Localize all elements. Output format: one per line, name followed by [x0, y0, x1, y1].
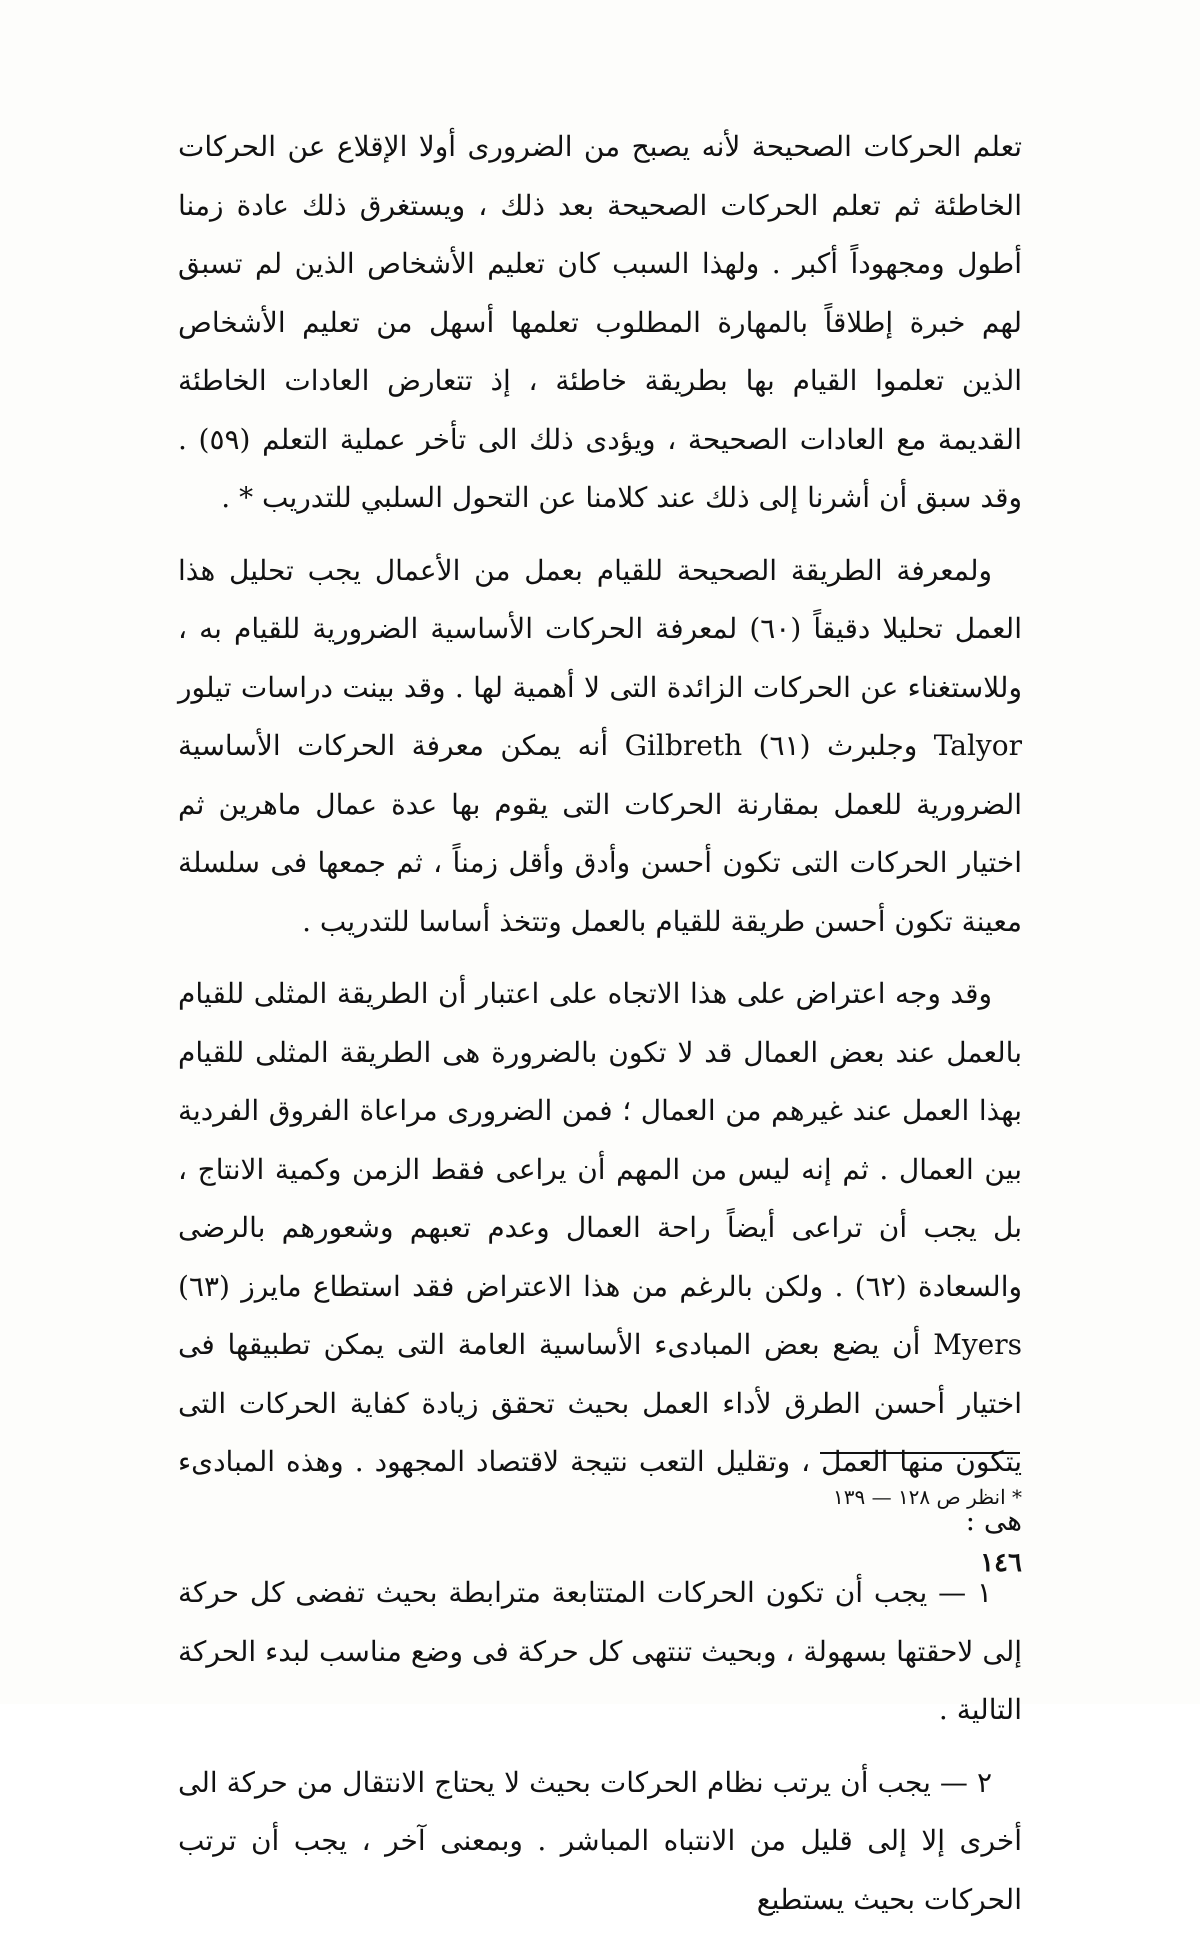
footnote: * انظر ص ١٢٨ — ١٣٩ [832, 1485, 1022, 1509]
paragraph-3: وقد وجه اعتراض على هذا الاتجاه على اعتبار أن الطريقة المثلى للقيام بالعمل عند بعض العمال قد لا تكون بالضرورة هى الطريقة المثلى للقيام بهذا العمل عند غيرهم من العمال ؛ فمن الضرورى مراعاة الفروق الفردية بين العمال . ثم إنه ليس من المهم أن يراعى فقط الزمن وكمية الانتاج ، بل يجب أن تراعى أيضاً راحة العمال وعدم تعبهم وشعورهم بالرضى والسعادة (٦٢) . ولكن بالرغم من هذا الاعتراض فقد استطاع مايرز (٦٣) Myers أن يضع بعض المبادىء الأساسية العامة التى يمكن تطبيقها فى اختيار أحسن الطرق لأداء العمل بحيث تحقق زيادة كفاية الحركات التى يتكون منها العمل ، وتقليل التعب نتيجة لاقتصاد المجهود . وهذه المبادىء هى : [178, 977, 1023, 1537]
list-item-2: ٢ — يجب أن يرتب نظام الحركات بحيث لا يحتاج الانتقال من حركة الى أخرى إلا إلى قليل من الانتباه المباشر . وبمعنى آخر ، يجب أن ترتب الحركات بحيث يستطيع [178, 1765, 1022, 1916]
page-number: ١٤٦ [980, 1548, 1022, 1578]
list-item-1: ١ — يجب أن تكون الحركات المتتابعة مترابطة بحيث تفضى كل حركة إلى لاحقتها بسهولة ، وبحيث تنتهى كل حركة فى وضع مناسب لبدء الحركة التالية . [178, 1576, 1022, 1726]
body-text [178, 118, 1022, 1943]
paragraph-1: تعلم الحركات الصحيحة لأنه يصبح من الضرورى أولا الإقلاع عن الحركات الخاطئة ثم تعلم الحركات الصحيحة بعد ذلك ، ويستغرق ذلك عادة زمنا أطول ومجهوداً أكبر . ولهذا السبب كان تعليم الأشخاص الذين لم تسبق لهم خبرة إطلاقاً بالمهارة المطلوب تعلمها أسهل من تعليم الأشخاص الذين تعلموا القيام بها بطريقة خاطئة ، إذ تتعارض العادات الخاطئة القديمة مع العادات الصحيحة ، ويؤدى ذلك الى تأخر عملية التعلم (٥٩) . وقد سبق أن أشرنا إلى ذلك عند كلامنا عن التحول السلبي للتدريب * . [178, 130, 1022, 514]
paragraph-2: ولمعرفة الطريقة الصحيحة للقيام بعمل من الأعمال يجب تحليل هذا العمل تحليلا دقيقاً (٦٠) لمعرفة الحركات الأساسية الضرورية للقيام به ، وللاستغناء عن الحركات الزائدة التى لا أهمية لها . وقد بينت دراسات تيلور Talyor وجلبرث (٦١) Gilbreth أنه يمكن معرفة الحركات الأساسية الضرورية للعمل بمقارنة الحركات التى يقوم بها عدة عمال ماهرين ثم اختيار الحركات التى تكون أحسن وأدق وأقل زمناً ، ثم جمعها فى سلسلة معينة تكون أحسن طريقة للقيام بالعمل وتتخذ أساسا للتدريب . [178, 553, 1023, 938]
footnote-divider [820, 1452, 1020, 1454]
